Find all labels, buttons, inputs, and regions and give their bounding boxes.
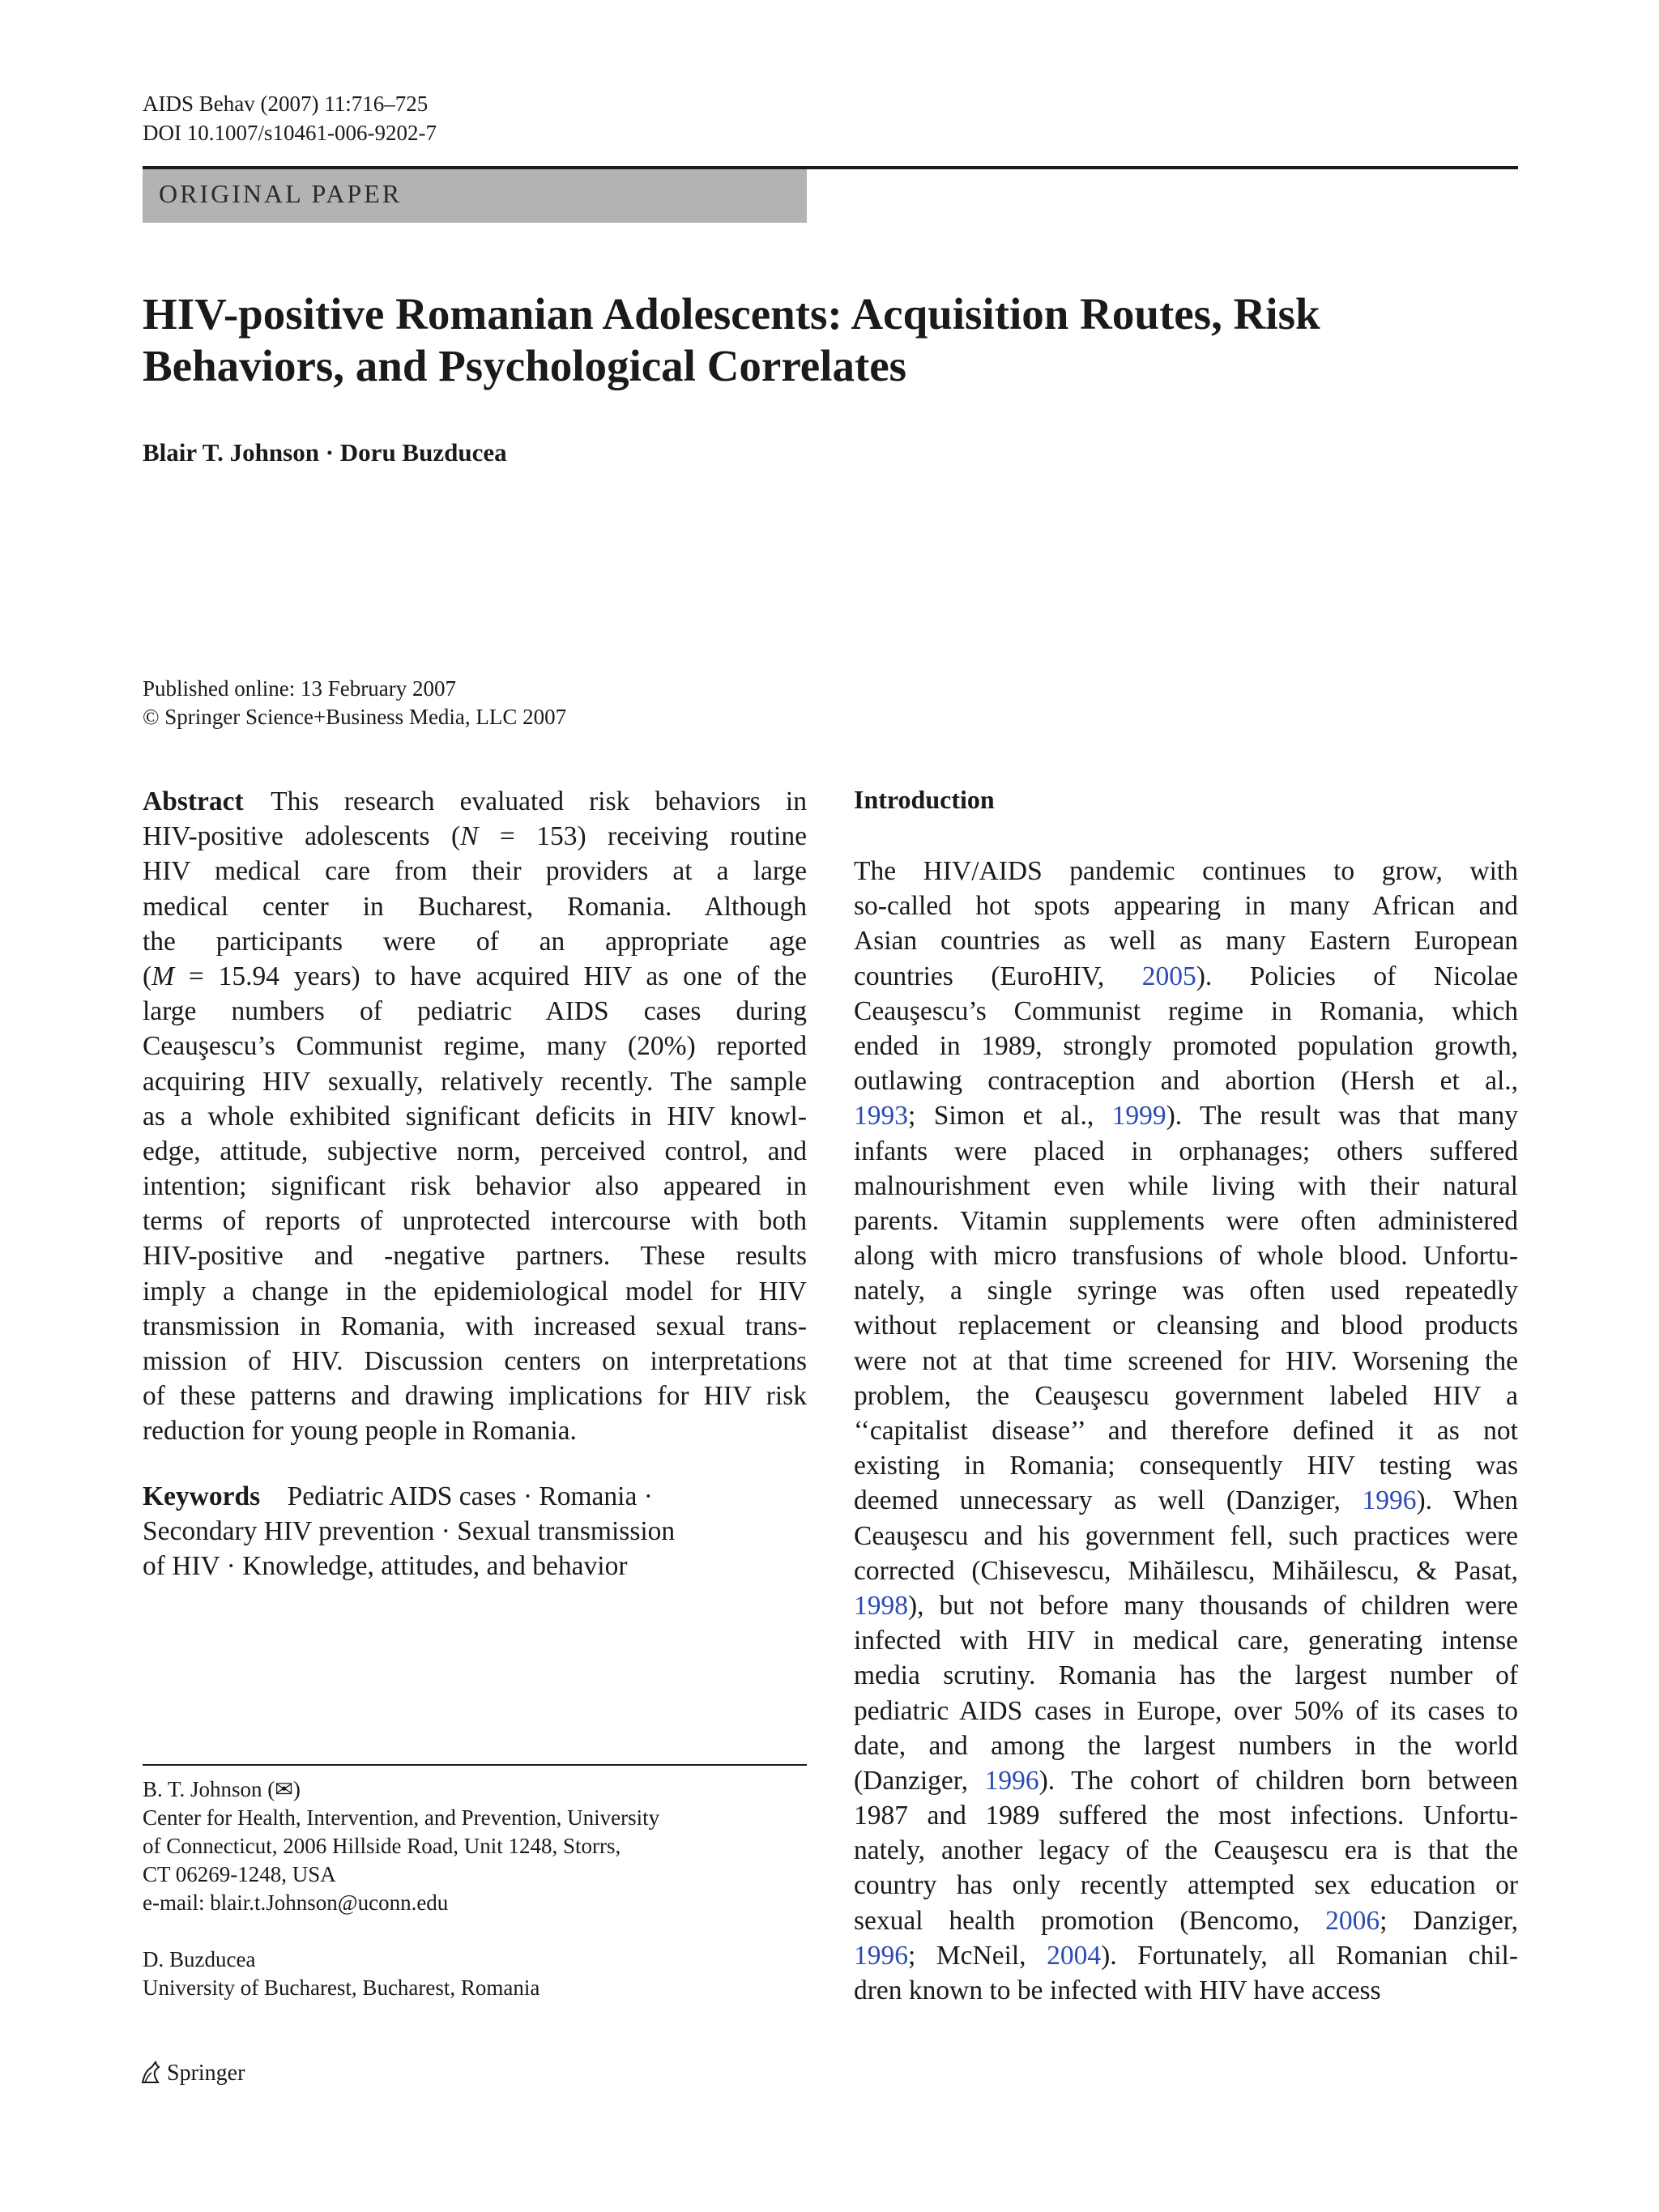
citation-link[interactable]: 2005 (1141, 961, 1196, 991)
introduction-line: sexual health promotion (Bencomo, 2006; Danziger, (854, 1905, 1519, 1936)
author1-address: of Connecticut, 2006 Hillside Road, Unit 1248, Storrs, (143, 1834, 621, 1858)
abstract-line: acquiring HIV sexually, relatively recently. The sample (143, 1066, 807, 1097)
abstract-label: Abstract (143, 786, 244, 816)
introduction-line: Ceauşescu and his government fell, such practices were (854, 1520, 1518, 1551)
abstract-line: HIV-positive and -negative partners. These results (143, 1241, 807, 1272)
abstract-line: of these patterns and drawing implications for HIV risk (143, 1381, 807, 1412)
introduction-line: parents. Vitamin supplements were often administered (854, 1205, 1518, 1236)
citation-link[interactable]: 1998 (854, 1590, 908, 1621)
introduction-line: 1998), but not before many thousands of children were (854, 1590, 1518, 1621)
springer-horse-icon (138, 2060, 164, 2086)
introduction-line: date, and among the largest numbers in the world (854, 1730, 1518, 1761)
introduction-line: nately, a single syringe was often used repeatedly (854, 1276, 1518, 1306)
author-affiliations (143, 1775, 659, 2002)
abstract-line: imply a change in the epidemiological model for HIV (143, 1276, 807, 1306)
introduction-line: without replacement or cleansing and blood products (854, 1311, 1518, 1341)
author-list: Blair T. Johnson · Doru Buzducea (143, 438, 507, 467)
abstract-line: edge, attitude, subjective norm, perceived control, and (143, 1136, 807, 1166)
affiliation-spacer (143, 1917, 659, 1946)
introduction-line: corrected (Chisevescu, Mihăilescu, Mihăilescu, & Pasat, (854, 1555, 1518, 1586)
article-category: ORIGINAL PAPER (159, 179, 403, 208)
abstract-line: as a whole exhibited significant deficits in HIV knowl- (143, 1101, 807, 1132)
introduction-line: infants were placed in orphanages; others suffered (854, 1136, 1518, 1166)
journal-citation: AIDS Behav (2007) 11:716–725 (143, 92, 429, 116)
paper-title (143, 288, 1520, 392)
keywords-line: Secondary HIV prevention · Sexual transmission (143, 1516, 676, 1547)
keywords-line: Keywords Pediatric AIDS cases · Romania · (143, 1481, 653, 1511)
introduction-line: infected with HIV in medical care, generating intense (854, 1626, 1518, 1656)
introduction-line: were not at that time screened for HIV. Worsening the (854, 1345, 1518, 1376)
keywords-line: of HIV · Knowledge, attitudes, and behavior (143, 1551, 628, 1582)
introduction-line: 1993; Simon et al., 1999). The result was that many (854, 1101, 1518, 1132)
introduction-line: problem, the Ceauşescu government labeled HIV a (854, 1380, 1518, 1411)
introduction-line: Asian countries as well as many Eastern European (854, 926, 1518, 957)
citation-link[interactable]: 1999 (1111, 1101, 1166, 1132)
citation-link[interactable]: 1996 (984, 1765, 1039, 1796)
abstract-line: transmission in Romania, with increased sexual trans- (143, 1311, 807, 1341)
author2-affiliation: University of Bucharest, Bucharest, Romania (143, 1975, 540, 2000)
abstract-line: Ceauşescu’s Communist regime, many (20%) reported (143, 1031, 807, 1062)
publisher-logo (138, 2060, 245, 2086)
introduction-line: media scrutiny. Romania has the largest number of (854, 1660, 1518, 1691)
introduction-line: ended in 1989, strongly promoted population growth, (854, 1030, 1518, 1061)
abstract (143, 784, 807, 1449)
citation-link[interactable]: 1996 (854, 1940, 908, 1971)
introduction-line: outlawing contraception and abortion (Hersh et al., (854, 1066, 1518, 1097)
introduction-line: pediatric AIDS cases in Europe, over 50% of its cases to (854, 1695, 1518, 1726)
author1-address: CT 06269-1248, USA (143, 1862, 336, 1886)
abstract-line: intention; significant risk behavior also appeared in (143, 1171, 807, 1202)
copyright-notice: © Springer Science+Business Media, LLC 2007 (143, 705, 567, 729)
paper-title-line: HIV-positive Romanian Adolescents: Acquisition Routes, Risk (143, 289, 1320, 339)
paper-title-line: Behaviors, and Psychological Correlates (143, 341, 907, 390)
keywords-label: Keywords (143, 1481, 261, 1511)
introduction-line: 1996; McNeil, 2004). Fortunately, all Romanian chil- (854, 1940, 1518, 1971)
abstract-line: terms of reports of unprotected intercourse with both (143, 1206, 807, 1237)
introduction-line: so-called hot spots appearing in many African and (854, 891, 1518, 922)
author1-email[interactable]: e-mail: blair.t.Johnson@uconn.edu (143, 1890, 449, 1915)
abstract-line: (M = 15.94 years) to have acquired HIV as one of the (143, 961, 807, 991)
author1-name: B. T. Johnson (✉) (143, 1777, 301, 1801)
author1-affiliation: Center for Health, Intervention, and Prevention, University (143, 1805, 660, 1830)
introduction-body (854, 854, 1518, 2008)
journal-info (143, 89, 437, 147)
section-heading-introduction: Introduction (854, 785, 995, 814)
affiliation-rule (143, 1764, 807, 1766)
abstract-line: HIV medical care from their providers at a large (143, 856, 807, 887)
publisher-name: Springer (167, 2061, 245, 2086)
publication-info (143, 675, 566, 731)
introduction-line: nately, another legacy of the Ceauşescu era is that the (854, 1835, 1518, 1866)
introduction-line: existing in Romania; consequently HIV testing was (854, 1451, 1518, 1481)
introduction-line: country has only recently attempted sex education or (854, 1870, 1518, 1901)
introduction-line: deemed unnecessary as well (Danziger, 1996). When (854, 1485, 1518, 1516)
introduction-line: The HIV/AIDS pandemic continues to grow, with (854, 856, 1518, 886)
abstract-line: medical center in Bucharest, Romania. Although (143, 891, 807, 922)
introduction-line: dren known to be infected with HIV have access (854, 1975, 1381, 2005)
citation-link[interactable]: 2004 (1047, 1940, 1102, 1971)
introduction-line: along with micro transfusions of whole blood. Unfortu- (854, 1241, 1518, 1272)
abstract-line: the participants were of an appropriate age (143, 926, 807, 957)
introduction-line: 1987 and 1989 suffered the most infections. Unfortu- (854, 1801, 1518, 1831)
abstract-line: Abstract This research evaluated risk behaviors in (143, 786, 807, 816)
author2-name: D. Buzducea (143, 1947, 256, 1971)
citation-link[interactable]: 1993 (854, 1101, 908, 1132)
abstract-line: HIV-positive adolescents (N = 153) receiving routine (143, 821, 807, 852)
published-online-date: Published online: 13 February 2007 (143, 676, 456, 701)
introduction-line: (Danziger, 1996). The cohort of children born between (854, 1765, 1518, 1796)
journal-doi: DOI 10.1007/s10461-006-9202-7 (143, 121, 437, 145)
abstract-line: mission of HIV. Discussion centers on interpretations (143, 1346, 807, 1376)
citation-link[interactable]: 2006 (1325, 1905, 1380, 1936)
keywords (143, 1479, 758, 1584)
introduction-line: Ceauşescu’s Communist regime in Romania, which (854, 995, 1518, 1026)
citation-link[interactable]: 1996 (1362, 1485, 1417, 1516)
introduction-line: malnourishment even while living with their natural (854, 1170, 1518, 1201)
abstract-line: reduction for young people in Romania. (143, 1416, 577, 1447)
introduction-line: countries (EuroHIV, 2005). Policies of Nicolae (854, 961, 1518, 991)
abstract-line: large numbers of pediatric AIDS cases during (143, 996, 807, 1027)
introduction-line: ‘‘capitalist disease’’ and therefore defined it as not (854, 1416, 1518, 1446)
